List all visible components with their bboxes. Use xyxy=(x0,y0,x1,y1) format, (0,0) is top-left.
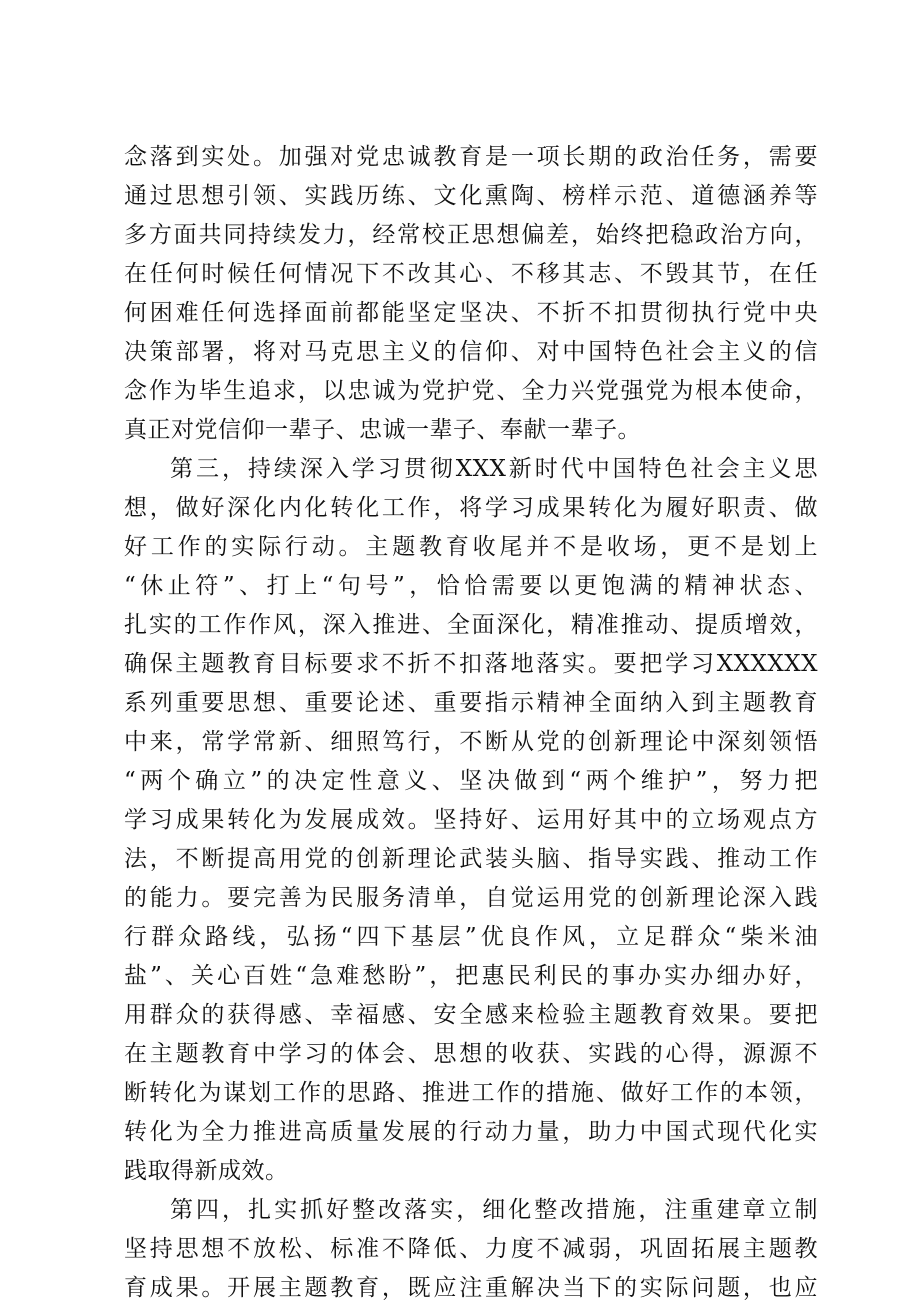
text-line: 确保主题教育目标要求不折不扣落地落实。要把学习XXXXXX xyxy=(124,651,818,677)
text-line: 坚持思想不放松、标准不降低、力度不减弱，巩固拓展主题教 xyxy=(124,1236,818,1262)
text-line: 践取得新成效。 xyxy=(124,1158,289,1184)
text-line: 法，不断提高用党的创新理论武装头脑、指导实践、推动工作 xyxy=(124,846,818,872)
text-line: 何困难任何选择面前都能坚定坚决、不折不扣贯彻执行党中央 xyxy=(124,300,818,326)
text-line: 在任何时候任何情况下不改其心、不移其志、不毁其节，在任 xyxy=(124,261,818,287)
text-line: 转化为全力推进高质量发展的行动力量，助力中国式现代化实 xyxy=(124,1119,818,1145)
text-line: 扎实的工作作风，深入推进、全面深化，精准推动、提质增效， xyxy=(124,612,818,638)
text-line: 念落到实处。加强对党忠诚教育是一项长期的政治任务，需要 xyxy=(124,144,818,170)
text-line: 的能力。要完善为民服务清单，自觉运用党的创新理论深入践 xyxy=(124,885,818,911)
text-line: 想，做好深化内化转化工作，将学习成果转化为履好职责、做 xyxy=(124,495,818,521)
paragraph-start-line: 第三，持续深入学习贯彻XXX新时代中国特色社会主义思 xyxy=(170,456,818,482)
text-line: 盐”、关心百姓“急难愁盼”，把惠民利民的事办实办细办好， xyxy=(124,963,818,989)
text-line: 育成果。开展主题教育，既应注重解决当下的实际问题，也应 xyxy=(124,1275,818,1301)
text-line: 决策部署，将对马克思主义的信仰、对中国特色社会主义的信 xyxy=(124,339,818,365)
text-line: 行群众路线，弘扬“四下基层”优良作风，立足群众“柴米油 xyxy=(124,924,818,950)
text-line: 通过思想引领、实践历练、文化熏陶、榜样示范、道德涵养等 xyxy=(124,183,818,209)
text-line: 真正对党信仰一辈子、忠诚一辈子、奉献一辈子。 xyxy=(124,417,641,443)
text-line: “两个确立”的决定性意义、坚决做到“两个维护”，努力把 xyxy=(124,768,818,794)
text-line: “休止符”、打上“句号”，恰恰需要以更饱满的精神状态、 xyxy=(124,573,818,599)
text-line: 好工作的实际行动。主题教育收尾并不是收场，更不是划上 xyxy=(124,534,818,560)
text-line: 用群众的获得感、幸福感、安全感来检验主题教育效果。要把 xyxy=(124,1002,818,1028)
text-line: 断转化为谋划工作的思路、推进工作的措施、做好工作的本领， xyxy=(124,1080,818,1106)
text-line: 中来，常学常新、细照笃行，不断从党的创新理论中深刻领悟 xyxy=(124,729,818,755)
text-line: 多方面共同持续发力，经常校正思想偏差，始终把稳政治方向， xyxy=(124,222,818,248)
text-line: 在主题教育中学习的体会、思想的收获、实践的心得，源源不 xyxy=(124,1041,818,1067)
text-line: 念作为毕生追求，以忠诚为党护党、全力兴党强党为根本使命， xyxy=(124,378,818,404)
text-line: 学习成果转化为发展成效。坚持好、运用好其中的立场观点方 xyxy=(124,807,818,833)
paragraph-start-line: 第四，扎实抓好整改落实，细化整改措施，注重建章立制 xyxy=(170,1197,818,1223)
text-line: 系列重要思想、重要论述、重要指示精神全面纳入到主题教育 xyxy=(124,690,818,716)
